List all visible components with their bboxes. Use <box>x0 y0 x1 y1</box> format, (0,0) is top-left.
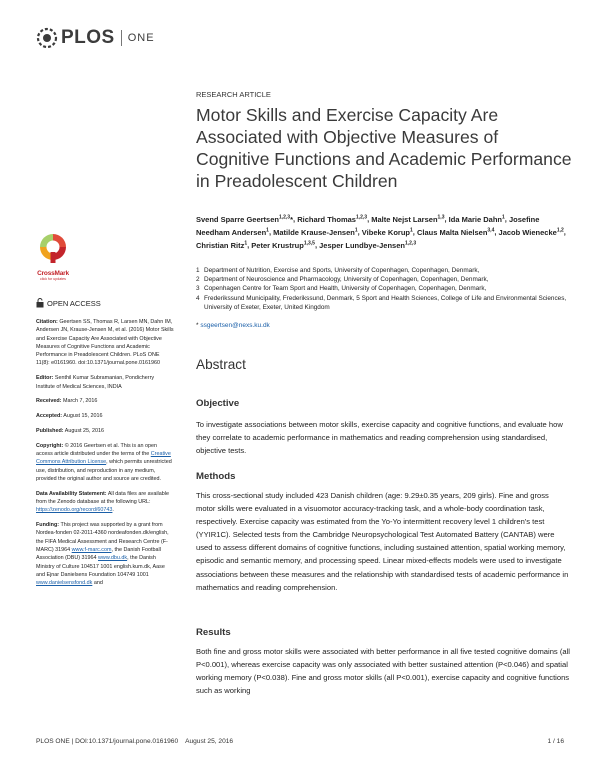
author[interactable]: Ida Marie Dahn$^1$ <box>448 214 505 224</box>
affiliation-number: 2 <box>196 276 200 284</box>
accepted-label: Accepted: <box>36 413 63 420</box>
editor <box>36 374 174 391</box>
affiliation-item <box>196 275 570 284</box>
editor-label: Editor: <box>36 375 54 382</box>
author[interactable]: Matilde Krause-Jensen$^1$ <box>273 227 358 237</box>
corresponding-star: * <box>196 322 199 329</box>
author-affiliation-marker: 1 <box>244 240 248 247</box>
results-text: Both fine and gross motor skills were associated with better performance in all five tested cognitive domains (all P<0.001), whereas exercise capacity was only associated with better sustained attention (P<0.046) and spatial working memory (P<0.038). Fine and gross motor skills (all P<0.001), exercise capacity and cognitive functions such as working <box>196 647 570 696</box>
published <box>36 427 174 435</box>
crossmark-sub: click for updates <box>40 277 66 281</box>
author-affiliation-marker: 1,2,3 <box>355 214 368 220</box>
results-heading: Results <box>196 627 231 638</box>
editor-text: Senthil Kumar Subramanian, Pondicherry Institute of Medical Sciences, INDIA <box>36 375 155 390</box>
abstract-heading: Abstract <box>196 357 246 372</box>
funding-text-end: and <box>92 580 103 587</box>
methods-text: This cross-sectional study included 423 Danish children (age: 9.29±0.35 years, 209 girls). Fine and gross motor skills were evaluated in a visuomotor accuracy-tracking task, and a whole-body coordination task, respectively. Exercise capacity was estimated from the Yo-Yo intermittent recovery level 1 children's test (YYIR1C). Selected tests from the Cambridge Neuropsychological Test Automated Battery (CANTAB) were used to assess different domains of cognitive functions, including sustained attention, spatial working memory, episodic and semantic memory, and processing speed. Linear mixed-effects models were used to investigate associations between these measures and the relationship with standardised tests of academic performance in mathematics and reading comprehension. <box>196 491 569 592</box>
citation-text: Geertsen SS, Thomas R, Larsen MN, Dahn IM, Andersen JN, Krause-Jensen M, et al. (2016) Motor Skills and Exercise Capacity Are Associated with Objective Measures of Cognitive Functions and Academic Performance in Preadolescent Children. PLoS ONE 11(8): e0161960. doi:10.1371/journal.pone.0161960 <box>36 319 174 367</box>
author[interactable]: Jacob Wienecke$^{1,2}$ <box>498 227 564 237</box>
funding-label: Funding: <box>36 522 60 529</box>
funding-text: This project was supported by a grant from Nordea-fonden 02-2011-4360 nordeafonden.dk/english, the FIFA Medical Assessment and Research Centre (F-MARC) 31964 <box>36 522 169 554</box>
author[interactable]: Christian Ritz$^1$ <box>196 240 248 250</box>
copyright-label: Copyright: <box>36 442 64 449</box>
affiliation-item <box>196 266 570 275</box>
author-affiliation-marker: 1,2,3 <box>404 240 417 247</box>
data-availability-text: All data files are available from the Zenodo database at the following URL: <box>36 490 169 506</box>
logo-divider <box>121 30 122 46</box>
citation <box>36 318 174 368</box>
email-link[interactable]: ssgeertsen@nexs.ku.dk <box>200 322 270 329</box>
published-date: August 25, 2016 <box>64 427 105 434</box>
funding-text-3: , the Danish Ministry of Culture 104517 1001 english.kum.dk, Aase and Ejnar Danielsens Foundation 104749 1001 <box>36 555 165 578</box>
affiliation-item <box>196 284 570 293</box>
objective-text: To investigate associations between motor skills, exercise capacity and cognitive functions, and evaluate how they correlate to academic performance in mathematics and reading comprehension using standardised, objective tests. <box>196 420 563 456</box>
sidebar <box>36 318 174 594</box>
author[interactable]: Vibeke Korup$^1$ <box>361 227 413 237</box>
author-affiliation-marker: 1 <box>410 227 413 234</box>
data-availability-end: . <box>112 507 114 514</box>
accepted <box>36 412 174 420</box>
affiliation-text: Copenhagen Centre for Team Sport and Health, University of Copenhagen, Copenhagen, Denmark, <box>204 285 487 293</box>
author[interactable]: Claus Malta Nielsen$^{3,4}$ <box>416 227 495 237</box>
plos-logo[interactable] <box>36 26 155 50</box>
affiliation-text: Department of Nutrition, Exercise and Sports, University of Copenhagen, Copenhagen, Denmark, <box>204 267 480 274</box>
corresponding-email[interactable] <box>196 322 270 329</box>
affiliation-number: 3 <box>196 285 200 293</box>
open-lock-icon <box>36 298 44 308</box>
published-label: Published: <box>36 427 64 434</box>
page-number: 1 / 16 <box>547 738 564 745</box>
plos-mark-icon <box>36 27 58 49</box>
copyright-text: © 2016 Geertsen et al. This is an open access article distributed under the terms of the <box>36 442 158 458</box>
author[interactable]: Svend Sparre Geertsen$^{1,2,3}$* <box>196 214 294 224</box>
logo-text: PLOS <box>61 27 115 48</box>
affiliation-item <box>196 294 570 312</box>
author-affiliation-marker: 3,4 <box>487 227 495 234</box>
author-affiliation-marker: 1 <box>354 227 358 234</box>
affiliation-number: 4 <box>196 294 200 302</box>
danielsensfond-link[interactable]: www.danielsensfond.dk <box>36 580 93 587</box>
affiliation-text: Department of Neuroscience and Pharmacology, University of Copenhagen, Copenhagen, Denmark, <box>204 276 489 284</box>
open-access <box>36 298 101 308</box>
crossmark-icon <box>38 232 68 264</box>
journal-name: ONE <box>127 32 155 44</box>
license-link[interactable]: Creative Commons Attribution License <box>36 451 171 466</box>
methods-heading: Methods <box>196 471 236 482</box>
author[interactable]: Richard Thomas$^{1,2,3}$ <box>297 214 368 224</box>
open-access-label: OPEN ACCESS <box>47 298 101 308</box>
received-label: Received: <box>36 398 62 405</box>
zenodo-link[interactable]: https://zenodo.org/record/60743 <box>36 507 113 514</box>
dbu-link[interactable]: www.dbu.dk <box>98 555 128 562</box>
accepted-date: August 15, 2016 <box>63 413 103 420</box>
author-affiliation-marker: 1,3,5 <box>303 240 315 247</box>
author-affiliation-marker: 1,2 <box>556 227 564 234</box>
author[interactable]: Jesper Lundbye-Jensen$^{1,2,3}$ <box>319 240 417 250</box>
author[interactable]: Malte Nejst Larsen$^{1,3}$ <box>371 214 445 224</box>
received-date: March 7, 2016 <box>62 398 98 405</box>
fmarc-link[interactable]: www.f-marc.com <box>71 547 112 554</box>
received <box>36 397 174 405</box>
footer-citation: PLOS ONE | DOI:10.1371/journal.pone.0161960 August 25, 2016 <box>36 738 234 745</box>
article-title: Motor Skills and Exercise Capacity Are Associated with Objective Measures of Cognitive Functions and Academic Performance in Preadolescent Children <box>196 105 572 191</box>
affiliations <box>196 266 570 312</box>
author-affiliation-marker: 1 <box>266 227 269 234</box>
citation-label: Citation: <box>36 319 58 325</box>
article-type: RESEARCH ARTICLE <box>196 90 271 99</box>
copyright <box>36 442 174 483</box>
crossmark-label: CrossMark <box>37 270 69 277</box>
author[interactable]: Josefine Needham Andersen$^1$ <box>196 214 540 237</box>
author-affiliation-marker: 1,3 <box>437 214 445 220</box>
affiliation-number: 1 <box>196 267 200 274</box>
objective-heading: Objective <box>196 398 240 409</box>
copyright-text-end: , which permits unrestricted use, distribution, and reproduction in any medium, provided the original author and source are credited. <box>36 459 172 482</box>
author-affiliation-marker: 1 <box>502 214 505 220</box>
funding <box>36 521 174 587</box>
funding-text-2: , the Danish Football Association (DBU) 31964 <box>36 547 161 562</box>
crossmark-badge[interactable] <box>36 232 70 281</box>
author-list: Svend Sparre Geertsen$^{1,2,3}$*, Richard Thomas$^{1,2,3}$, Malte Nejst Larsen$^{1,3}$, Ida Marie Dahn$^1$, Josefine Needham Andersen$^1$, Matilde Krause-Jensen$^1$, Vibeke Korup$^1$, Claus Malta Nielsen$^{3,4}$, Jacob Wienecke$^{1,2}$, Christian Ritz$^1$, Peter Krustrup$^{1,3,5}$, Jesper Lundbye-Jensen$^{1,2,3}$ <box>196 214 566 250</box>
author[interactable]: Peter Krustrup$^{1,3,5}$ <box>251 240 315 250</box>
page-footer <box>36 738 564 745</box>
data-availability <box>36 490 174 515</box>
author-affiliation-marker: 1,2,3 <box>278 214 291 220</box>
data-availability-label: Data Availability Statement: <box>36 490 107 497</box>
affiliation-text: Frederikssund Municipality, Frederikssund, Denmark, 5 Sport and Health Sciences, College of Life and Environmental Sciences, University of Exeter, Exeter, United Kingdom <box>204 294 567 311</box>
